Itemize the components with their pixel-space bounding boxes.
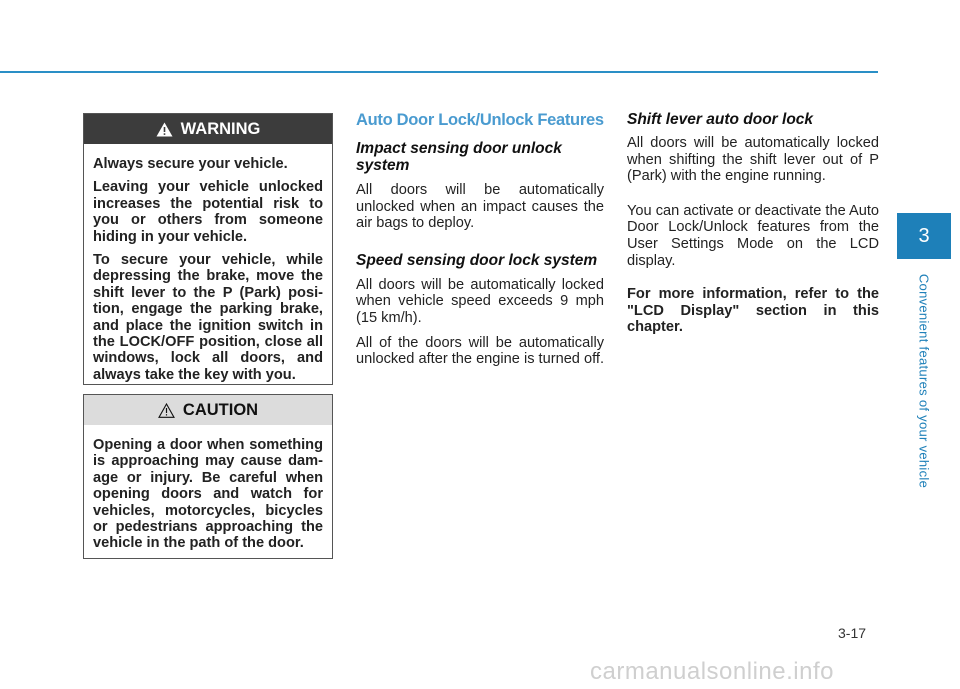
section-heading: Auto Door Lock/Unlock Features	[356, 111, 604, 129]
caution-paragraph: Opening a door when something is approaching may cause dam-age or injury. Be careful when opening doors and watch for vehicles, motorcycles, bicycles or pedestrians approaching the vehicle in the path of the door.	[93, 437, 323, 552]
page-number: 3-17	[838, 625, 867, 641]
chapter-title-vertical	[912, 266, 936, 496]
caution-title: CAUTION	[182, 400, 259, 419]
body-paragraph: All of the doors will be automatically unlocked after the engine is turned off.	[356, 334, 604, 368]
middle-column	[356, 111, 604, 368]
subsection-title: Impact sensing door unlock system	[356, 140, 562, 174]
warning-paragraph: Leaving your vehicle unlocked increases the potential risk to you or others from someone hiding in your vehicle.	[93, 179, 323, 245]
warning-header	[84, 114, 332, 144]
caution-body	[84, 425, 332, 552]
watermark: carmanualsonline.info	[590, 658, 834, 685]
warning-paragraph: Always secure your vehicle.	[93, 156, 288, 172]
body-paragraph: All doors will be automatically unlocked when an impact causes the air bags to deploy.	[356, 182, 604, 232]
header-rule	[0, 71, 878, 73]
caution-triangle-icon	[158, 403, 175, 418]
body-paragraph: All doors will be automatically locked when shifting the shift lever out of P (Park) with the engine running.	[627, 135, 879, 185]
caution-box	[83, 394, 333, 559]
chapter-title: Convenient features of your vehicle	[916, 273, 932, 489]
warning-paragraph: To secure your vehicle, while depressing the brake, move the shift lever to the P (Park) posi-tion, engage the parking brake, and place the ignition switch in the LOCK/OFF position, close all windows, lock all doors, and always take the key with you.	[93, 252, 323, 383]
body-paragraph: All doors will be automatically locked when vehicle speed exceeds 9 mph (15 km/h).	[356, 276, 604, 326]
warning-title: WARNING	[180, 119, 261, 138]
right-column	[627, 111, 879, 336]
note-paragraph: For more information, refer to the "LCD Display" section in this chapter.	[627, 286, 879, 336]
body-paragraph: You can activate or deactivate the Auto Door Lock/Unlock features from the User Settings Mode on the LCD display.	[627, 202, 879, 269]
subsection-title: Speed sensing door lock system	[356, 251, 598, 269]
chapter-number-tab: 3	[897, 213, 951, 259]
subsection-title: Shift lever auto door lock	[627, 111, 814, 128]
warning-body	[84, 144, 332, 383]
warning-triangle-icon	[156, 122, 173, 137]
warning-box	[83, 113, 333, 385]
caution-header	[84, 395, 332, 425]
